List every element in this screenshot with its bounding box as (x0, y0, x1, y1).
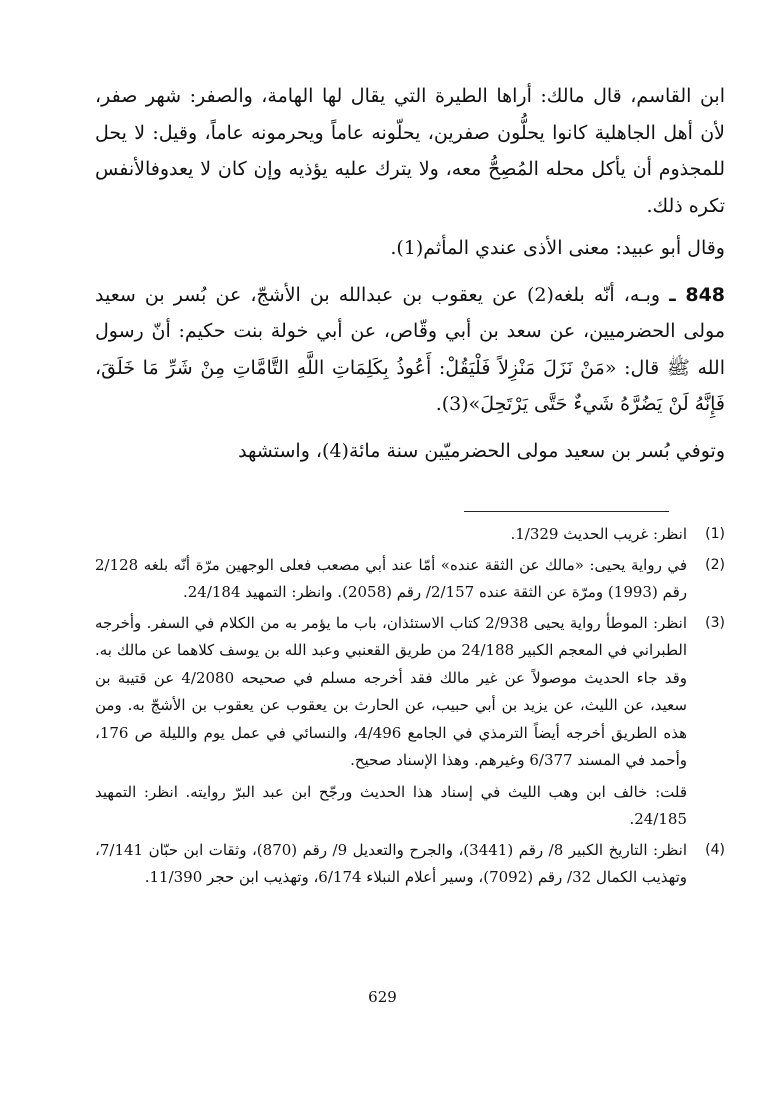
footnotes (95, 518, 725, 892)
footnote-text: في رواية يحيى: «مالك عن الثقة عنده» أمّا عند أبي مصعب فعلى الوجهين مرّة أنّه بلغه 2/128 رقم (1993) ومرّة عن الثقة عنده 2/157/ رقم (2058). وانظر: التمهيد 24/184. (95, 555, 687, 601)
footnote-number: (4) (705, 841, 725, 858)
footnote-text: انظر: التاريخ الكبير 8/ رقم (3441)، والجرح والتعديل 9/ رقم (870)، وثقات ابن حبّان 7/141، وتهذيب الكمال 32/ رقم (7092)، وسير أعلام النبلاء 6/174، وتهذيب ابن حجر 11/390. (95, 840, 688, 886)
footnote-number: (2) (705, 556, 725, 573)
footnote-number: (1) (705, 526, 725, 542)
footnote (95, 552, 725, 607)
footnote-text: انظر: الموطأ رواية يحيى 2/938 كتاب الاستئذان، باب ما يؤمر به من الكلام في السفر. وأخرجه الطبراني في المعجم الكبير 24/188 من طريق القعنبي وعبد الله بن يوسف كلاهما عن مالك به. وقد جاء الحديث موصولاً عن غير مالك فقد أخرجه مسلم في صحيحه 4/2080 عن قتيبة بن سعيد، عن الليث، عن يزيد بن أبي حبيب، عن الحارث بن يعقوب عن يعقوب بن الأشجّ به. ومن هذه الطريق أخرجه أيضاً الترمذي في الجامع 4/496، والنسائي في عمل يوم والليلة ص 176، وأحمد في المسند 6/377 وغيرهم. وهذا الإسناد صحيح. (95, 613, 687, 769)
main-text (95, 78, 725, 469)
paragraph-4: وتوفي بُسر بن سعيد مولى الحضرميّين سنة مائة(4)، واستشهد (238, 439, 725, 462)
page-number: 629 (368, 988, 397, 1006)
hadith-number: 848 ـ (669, 283, 726, 306)
footnote-number: (3) (705, 614, 725, 631)
footnote-text: انظر: غريب الحديث 1/329. (510, 525, 687, 543)
paragraph-1: ابن القاسم، قال مالك: أراها الطيرة التي يقال لها الهامة، والصفر: شهر صفر، لأن أهل الجاهلية كانوا يحلُّون صفرين، يحلّونه عاماً ويحرمونه عاماً، وقيل: لا يحل للمجذوم أن يأكل محله المُصِحُّ معه، ولا يترك عليه يؤذيه وإن كان لا يعدوفالأنفس تكره ذلك. (95, 85, 725, 217)
footnote (95, 521, 725, 549)
hadith-text: عن يعقوب بن عبدالله بن الأشجّ، عن بُسر بن سعيد مولى الحضرميين، عن سعد بن أبي وقّاص، عن أبي خولة بنت حكيم: أنّ رسول الله ﷺ قال: «مَنْ نَزَلَ مَنْزِلاً فَلْيَقُلْ: أَعُوذُ بِكَلِمَاتِ اللَّهِ التَّامَّاتِ مِنْ شَرِّ مَا خَلَقَ، فَإِنَّهُ لَنْ يَضُرَّهُ شَيءٌ حَتَّى يَرْتَحِلَ»(3). (95, 283, 725, 415)
hadith-paragraph (95, 277, 725, 423)
footnote (95, 610, 725, 834)
footnote (95, 837, 725, 892)
footnote-divider (464, 511, 669, 512)
paragraph-2: وقال أبو عبيد: معنى الأذى عندي المأثم(1). (390, 237, 725, 259)
footnote-comment: قلت: خالف ابن وهب الليث في إسناد هذا الحديث ورجّح ابن عبد البرّ روايته. انظر: التمهيد 24/185. (95, 782, 687, 828)
hadith-lead: وبـه، أنّه بلغه(2) (526, 283, 661, 306)
